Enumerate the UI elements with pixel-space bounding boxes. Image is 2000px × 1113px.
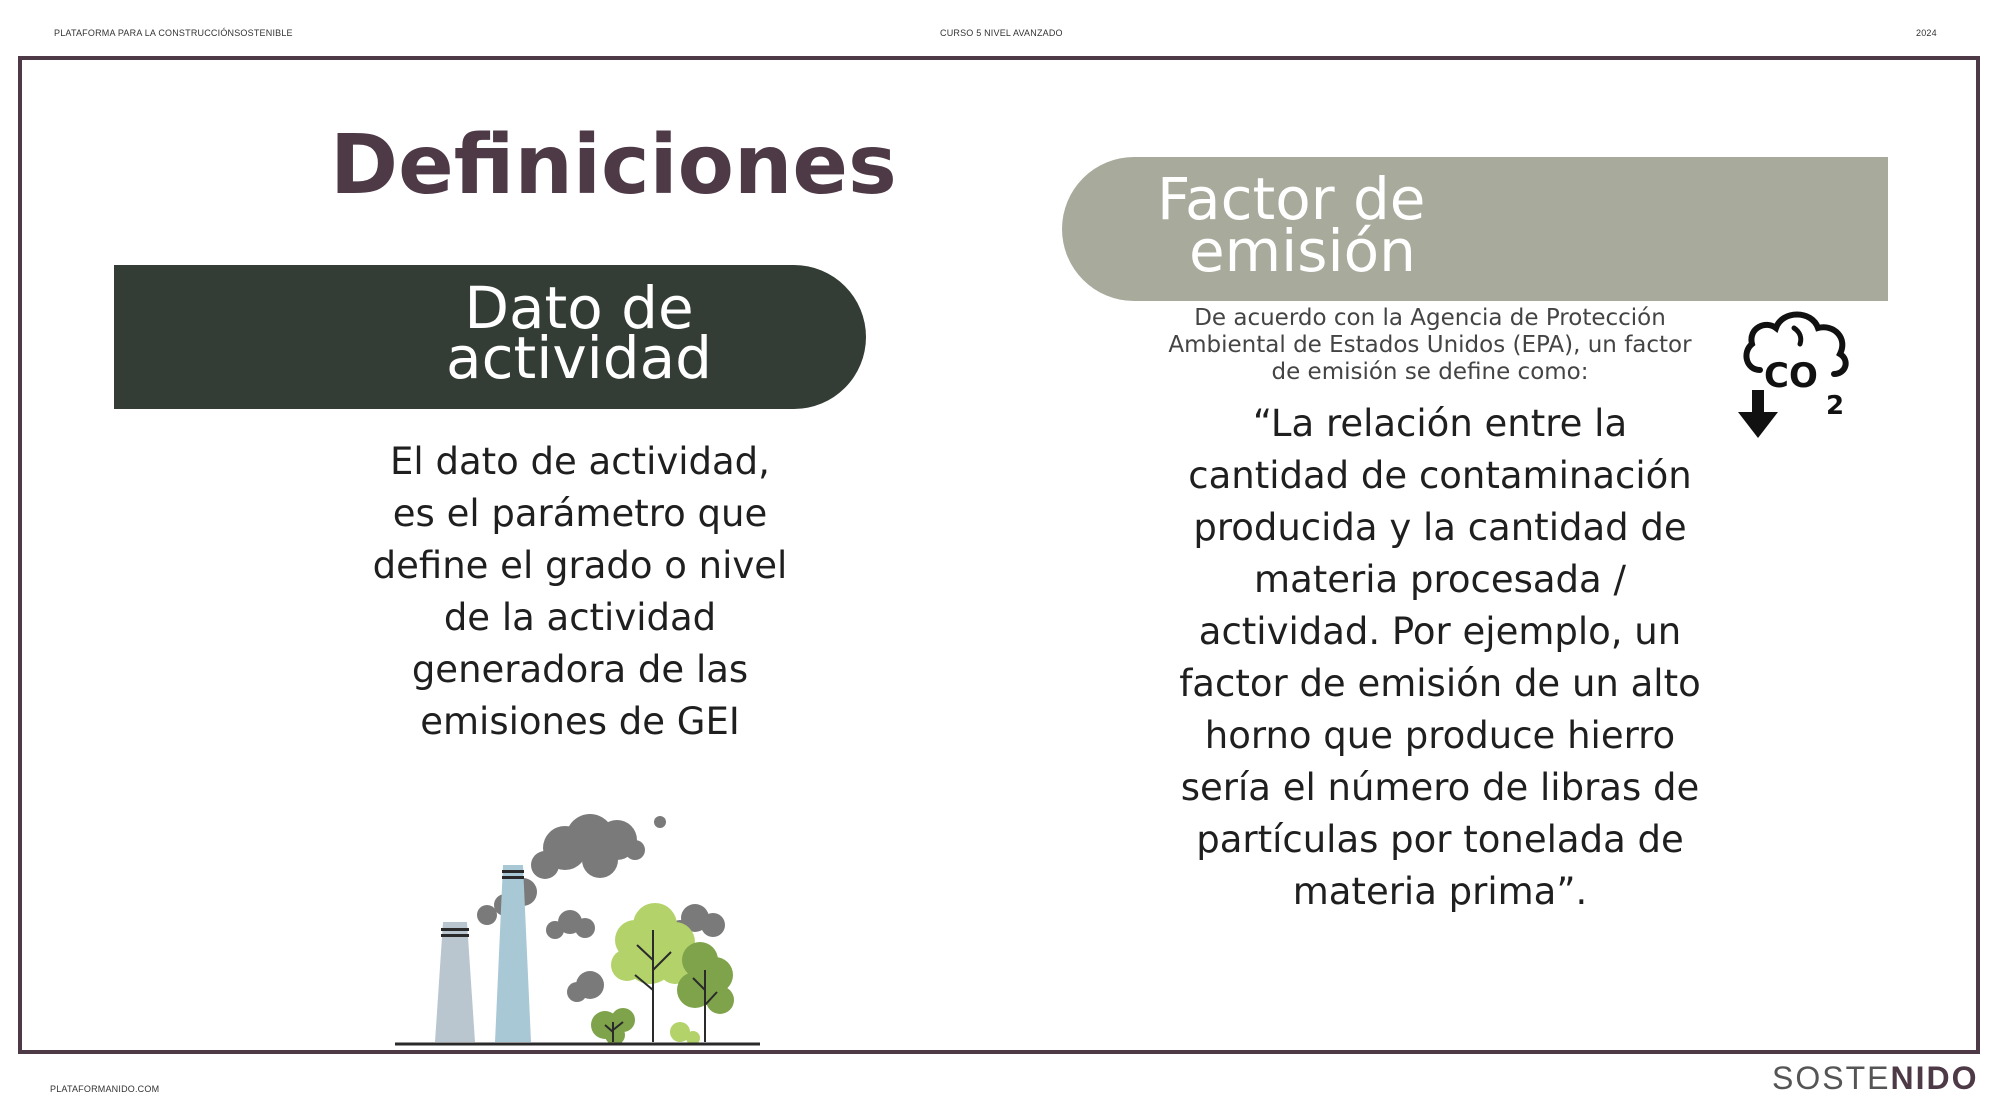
quote-line: horno que produce hierro: [1204, 714, 1676, 757]
dato-actividad-definition: [330, 436, 830, 748]
intro-line: Ambiental de Estados Unidos (EPA), un factor: [1168, 332, 1692, 358]
brand-part2: NIDO: [1890, 1060, 1979, 1096]
body-line: de la actividad: [443, 596, 717, 639]
co2-subscript: 2: [1826, 391, 1845, 421]
heading-line: actividad: [446, 324, 712, 392]
quote-line: “La relación entre la: [1252, 402, 1628, 445]
quote-line: partículas por tonelada de: [1196, 818, 1684, 861]
co2-label: CO: [1764, 356, 1818, 396]
header-right: 2024: [1916, 28, 1937, 38]
quote-line: producida y la cantidad de: [1193, 506, 1687, 549]
intro-line: de emisión se define como:: [1271, 359, 1589, 385]
body-line: define el grado o nivel: [372, 544, 788, 587]
heading-line: Dato de: [464, 274, 694, 342]
factor-emision-heading: [1157, 165, 1426, 285]
dato-actividad-banner: [114, 265, 866, 409]
quote-line: sería el número de libras de: [1180, 766, 1700, 809]
factor-emision-intro: [1140, 305, 1720, 386]
footer-url: PLATAFORMANIDO.COM: [50, 1084, 160, 1094]
slide-title: Definiciones: [330, 118, 897, 213]
body-line: generadora de las: [411, 648, 749, 691]
brand-logo: [1772, 1060, 1978, 1097]
intro-line: De acuerdo con la Agencia de Protección: [1194, 305, 1666, 331]
factor-emision-banner: [1062, 157, 1888, 301]
header-left: PLATAFORMA PARA LA CONSTRUCCIÓNSOSTENIBLE: [54, 28, 293, 38]
factor-emision-definition: [1140, 398, 1740, 918]
quote-line: materia procesada /: [1254, 558, 1626, 601]
body-line: es el parámetro que: [392, 492, 768, 535]
dato-actividad-heading: [364, 274, 794, 392]
factory-trees-illustration: [395, 810, 775, 1055]
body-line: emisiones de GEI: [420, 700, 740, 743]
heading-line: emisión: [1189, 217, 1416, 285]
quote-line: cantidad de contaminación: [1188, 454, 1692, 497]
header-center: CURSO 5 NIVEL AVANZADO: [940, 28, 1063, 38]
quote-line: actividad. Por ejemplo, un: [1198, 610, 1682, 653]
body-line: El dato de actividad,: [390, 440, 770, 483]
quote-line: materia prima”.: [1292, 870, 1588, 913]
co2-cloud-down-icon: [1738, 308, 1858, 443]
heading-line: Factor de: [1157, 165, 1426, 233]
quote-line: factor de emisión de un alto: [1179, 662, 1701, 705]
brand-part1: SOSTE: [1772, 1060, 1891, 1096]
